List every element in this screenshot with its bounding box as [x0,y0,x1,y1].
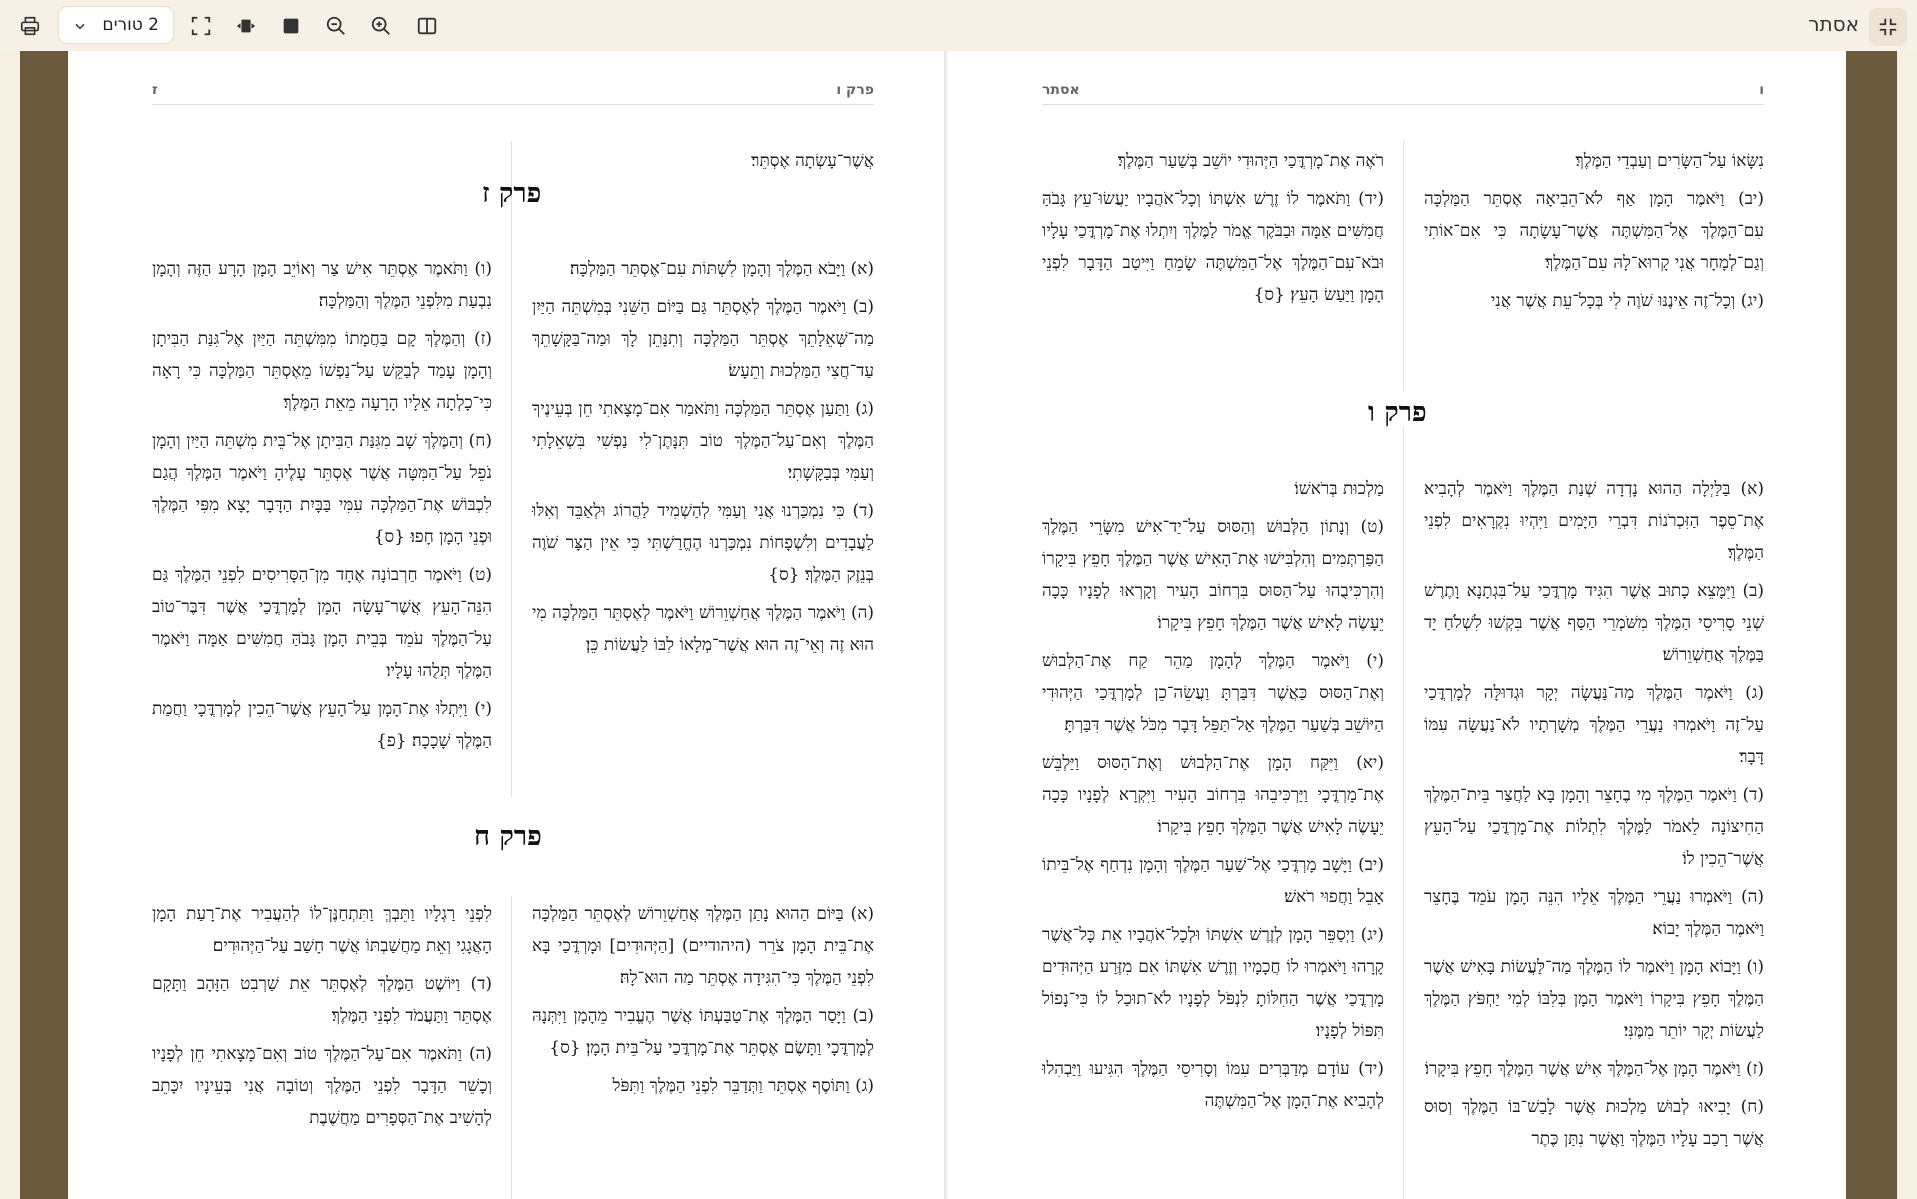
column-text [1424,145,1764,323]
page-number: ז [152,82,158,98]
verse: (יג) וַיְסַפֵּר הָמָן לְזֶרֶשׁ אִשְׁתּוֹ וּלְכָל־אֹהֲבָיו אֵת כָּל־אֲשֶׁר קָרָהוּ וַיֹּאמְרוּ לוֹ חֲכָמָיו וְזֶרֶשׁ אִשְׁתּוֹ אִם מִזֶּרַע הַיְּהוּדִים מָרְדֳּכַי אֲשֶׁר הַחִלּוֹתָ לִנְפֹּל לְפָנָיו לֹא־תוּכַל לוֹ כִּי־נָפוֹל תִּפּוֹל לְפָנָיו׃ [1042,925,1384,1041]
verse: (ט) וְנָתוֹן הַלְּבוּשׁ וְהַסּוּס עַל־יַד־אִישׁ מִשָּׂרֵי הַמֶּלֶךְ הַפַּרְתְּמִים וְהִלְבִּישׁוּ אֶת־הָאִישׁ אֲשֶׁר הַמֶּלֶךְ חָפֵץ בִּיקָרוֹ וְהִרְכִּיבֻהוּ עַל־הַסּוּס בִּרְחוֹב הָעִיר וְקָרְאוּ לְפָנָיו כָּכָה יֵעָשֶׂה לָאִישׁ אֲשֶׁר הַמֶּלֶךְ חָפֵץ בִּיקָרוֹ׃ [1042,517,1384,633]
zoom-out-icon[interactable] [321,11,351,41]
verse: (יא) וַיִּקַּח הָמָן אֶת־הַלְּבוּשׁ וְאֶת־הַסּוּס וַיַּלְבֵּשׁ אֶת־מָרְדֳּכָי וַיַּרְכִּיבֵהוּ בִּרְחוֹב הָעִיר וַיִּקְרָא לְפָנָיו כָּכָה יֵעָשֶׂה לָאִישׁ אֲשֶׁר הַמֶּלֶךְ חָפֵץ בִּיקָרוֹ׃ [1042,753,1384,837]
verse: (יד) עוֹדָם מְדַבְּרִים עִמּוֹ וְסָרִיסֵי הַמֶּלֶךְ הִגִּיעוּ וַיַּבְהִלוּ לְהָבִיא אֶת־הָמָן אֶל־הַמִּשְׁתֶּה [1042,1059,1384,1111]
exit-fullscreen-icon [1877,16,1899,38]
print-icon[interactable] [15,11,45,41]
verse: (ד) וַיּוֹשֶׁט הַמֶּלֶךְ לְאֶסְתֵּר אֵת שַׁרְבִט הַזָּהָב וַתָּקָם אֶסְתֵּר וַתַּעֲמֹד לִפְנֵי הַמֶּלֶךְ׃ [152,974,492,1026]
column-text [152,898,492,1140]
left-page-header [152,82,874,105]
verse: (י) וַיֹּאמֶר הַמֶּלֶךְ לְהָמָן מַהֵר קַח אֶת־הַלְּבוּשׁ וְאֶת־הַסּוּס כַּאֲשֶׁר דִּבַּרְתָּ וַעֲשֵׂה־כֵן לְמָרְדֳּכַי הַיְּהוּדִי הַיּוֹשֵׁב בְּשַׁעַר הַמֶּלֶךְ אַל־תַּפֵּל דָּבָר מִכֹּל אֲשֶׁר דִּבַּרְתָּ׃ [1042,651,1384,735]
verse: (ו) וַיָּבוֹא הָמָן וַיֹּאמֶר לוֹ הַמֶּלֶךְ מַה־לַּעֲשׂוֹת בָּאִישׁ אֲשֶׁר הַמֶּלֶךְ חָפֵץ בִּיקָרוֹ וַיֹּאמֶר הָמָן בְּלִבּוֹ לְמִי יַחְפֹּץ הַמֶּלֶךְ לַעֲשׂוֹת יְקָר יוֹתֵר מִמֶּנִּי׃ [1424,957,1764,1041]
chevron-down-icon [73,18,87,38]
fullscreen-icon[interactable] [186,11,216,41]
chapter-heading: פרק ו [1368,397,1427,428]
verse: (ט) וַיֹּאמֶר חַרְבוֹנָה אֶחָד מִן־הַסָּרִיסִים לִפְנֵי הַמֶּלֶךְ גַּם הִנֵּה־הָעֵץ אֲשֶׁר־עָשָׂה הָמָן לְמָרְדֳּכַי אֲשֶׁר דִּבֶּר־טוֹב עַל־הַמֶּלֶךְ עֹמֵד בְּבֵית הָמָן גָּבֹהַּ חֲמִשִּׁים אַמָּה וַיֹּאמֶר הַמֶּלֶךְ תְּלֻהוּ עָלָיו׃ [152,565,492,681]
chapter-heading: פרק ח [474,821,542,852]
verse: (ד) וַיֹּאמֶר הַמֶּלֶךְ מִי בֶחָצֵר וְהָמָן בָּא לַחֲצַר בֵּית־הַמֶּלֶךְ הַחִיצוֹנָה לֵאמֹר לַמֶּלֶךְ לִתְלוֹת אֶת־מָרְדֳּכַי עַל־הָעֵץ אֲשֶׁר־הֵכִין לוֹ׃ [1424,785,1764,869]
verse: מַלְכוּת בְּרֹאשׁוֹ׃ [1294,479,1384,499]
verse: (ו) וַתֹּאמֶר אֶסְתֵּר אִישׁ צַר וְאוֹיֵב הָמָן הָרָע הַזֶּה וְהָמָן נִבְעַת מִלִּפְנֵי הַמֶּלֶךְ וְהַמַּלְכָּה׃ [152,259,492,311]
right-page [948,51,1846,1199]
verse: (י) וַיִּתְלוּ אֶת־הָמָן עַל־הָעֵץ אֲשֶׁר־הֵכִין לְמָרְדֳּכָי וַחֲמַת הַמֶּלֶךְ שָׁכָכָה׃ {פ} [152,699,492,751]
verse: (ז) וַיֹּאמֶר הָמָן אֶל־הַמֶּלֶךְ אִישׁ אֲשֶׁר הַמֶּלֶךְ חָפֵץ בִּיקָרוֹ׃ [1424,1059,1764,1079]
column-text [1424,473,1764,1161]
chapter-heading: פרק ז [482,178,542,209]
running-book-title: אסתר [1042,82,1080,98]
column-text [1042,473,1384,1123]
verse: (ה) וַיֹּאמֶר הַמֶּלֶךְ אֲחַשְׁוֵרוֹשׁ וַיֹּאמֶר לְאֶסְתֵּר הַמַּלְכָּה מִי הוּא זֶה וְאֵי־זֶה הוּא אֲשֶׁר־מְלָאוֹ לִבּוֹ לַעֲשׂוֹת כֵּן׃ [532,603,874,655]
fit-width-icon[interactable] [231,11,261,41]
verse: (ג) וַתּוֹסֶף אֶסְתֵּר וַתְּדַבֵּר לִפְנֵי הַמֶּלֶךְ וַתִּפֹּל [612,1076,874,1096]
verse: (ב) וַיֹּאמֶר הַמֶּלֶךְ לְאֶסְתֵּר גַּם בַּיּוֹם הַשֵּׁנִי בְּמִשְׁתֵּה הַיַּיִן מַה־שְּׁאֵלָתֵךְ אֶסְתֵּר הַמַּלְכָּה וְתִנָּתֵן לָךְ וּמַה־בַּקָּשָׁתֵךְ עַד־חֲצִי הַמַּלְכוּת וְתֵעָשׂ׃ [532,297,874,381]
zoom-in-icon[interactable] [366,11,396,41]
column-text [1042,145,1384,317]
verse: (ד) כִּי נִמְכַּרְנוּ אֲנִי וְעַמִּי לְהַשְׁמִיד לַהֲרוֹג וּלְאַבֵּד וְאִלּוּ לַעֲבָדִים וְלִשְׁפָחוֹת נִמְכַּרְנוּ הֶחֱרַשְׁתִּי כִּי אֵין הַצָּר שֹׁוֶה בְּנֵזֶק הַמֶּלֶךְ׃ {ס} [532,501,874,585]
columns-dropdown[interactable] [59,7,173,43]
split-view-icon[interactable] [412,11,442,41]
columns-dropdown-label: 2 טורים [102,15,159,35]
column-divider [1403,426,1404,1199]
verse: (א) בַּלַּיְלָה הַהוּא נָדְדָה שְׁנַת הַמֶּלֶךְ וַיֹּאמֶר לְהָבִיא אֶת־סֵפֶר הַזִּכְרֹנוֹת דִּבְרֵי הַיָּמִים וַיִּהְיוּ נִקְרָאִים לִפְנֵי הַמֶּלֶךְ׃ [1424,479,1764,563]
column-text [152,253,492,763]
verse: (ה) וַתֹּאמֶר אִם־עַל־הַמֶּלֶךְ טוֹב וְאִם־מָצָאתִי חֵן לְפָנָיו וְכָשֵׁר הַדָּבָר לִפְנֵי הַמֶּלֶךְ וְטוֹבָה אֲנִי בְּעֵינָיו יִכָּתֵב לְהָשִׁיב אֶת־הַסְּפָרִים מַחֲשֶׁבֶת [152,1044,492,1128]
left-page [68,51,948,1199]
column-divider [511,141,512,797]
column-divider [1403,141,1404,391]
verse: נִשָּׂאוֹ עַל־הַשָּׂרִים וְעַבְדֵי הַמֶּלֶךְ׃ [1575,151,1764,171]
verse: (א) וַיָּבֹא הַמֶּלֶךְ וְהָמָן לִשְׁתּוֹת עִם־אֶסְתֵּר הַמַּלְכָּה׃ [569,259,874,279]
page-number: ו [1759,82,1764,98]
toolbar [0,0,1917,51]
verse: (יב) וַיֹּאמֶר הָמָן אַף לֹא־הֵבִיאָה אֶסְתֵּר הַמַּלְכָּה עִם־הַמֶּלֶךְ אֶל־הַמִּשְׁתֶּה אֲשֶׁר־עָשָׂתָה כִּי אִם־אוֹתִי וְגַם־לְמָחָר אֲנִי קָרוּא־לָהּ עִם־הַמֶּלֶךְ׃ [1424,189,1764,273]
verse: (ב) וַיָּסַר הַמֶּלֶךְ אֶת־טַבַּעְתּוֹ אֲשֶׁר הֶעֱבִיר מֵהָמָן וַיִּתְּנָהּ לְמָרְדֳּכָי וַתָּשֶׂם אֶסְתֵּר אֶת־מָרְדֳּכַי עַל־בֵּית הָמָן׃ {ס} [532,1006,874,1058]
verse: (יג) וְכָל־זֶה אֵינֶנּוּ שֹׁוֶה לִי בְּכָל־עֵת אֲשֶׁר אֲנִי [1490,291,1764,311]
verse: (ג) וַתַּעַן אֶסְתֵּר הַמַּלְכָּה וַתֹּאמַר אִם־מָצָאתִי חֵן בְּעֵינֶיךָ הַמֶּלֶךְ וְאִם־עַל־הַמֶּלֶךְ טוֹב תִּנָּתֶן־לִי נַפְשִׁי בִּשְׁאֵלָתִי וְעַמִּי בְּבַקָּשָׁתִי׃ [532,399,874,483]
column-text [532,898,874,1108]
verse: (ג) וַיֹּאמֶר הַמֶּלֶךְ מַה־נַּעֲשָׂה יְקָר וּגְדוּלָּה לְמָרְדֳּכַי עַל־זֶה וַיֹּאמְרוּ נַעֲרֵי הַמֶּלֶךְ מְשָׁרְתָיו לֹא־נַעֲשָׂה עִמּוֹ דָּבָר׃ [1424,683,1764,767]
book-title: אסתר [1808,12,1859,36]
verse: (יב) וַיָּשָׁב מָרְדֳּכַי אֶל־שַׁעַר הַמֶּלֶךְ וְהָמָן נִדְחַף אֶל־בֵּיתוֹ אָבֵל וַחֲפוּי רֹאשׁ׃ [1042,855,1384,907]
verse: לִפְנֵי רַגְלָיו וַתֵּבְךְּ וַתִּתְחַנֶּן־לוֹ לְהַעֲבִיר אֶת־רָעַת הָמָן הָאֲגָגִי וְאֵת מַחֲשַׁבְתּוֹ אֲשֶׁר חָשַׁב עַל־הַיְּהוּדִים׃ [152,904,492,956]
exit-fullscreen-button[interactable] [1869,8,1907,46]
verse: (יד) וַתֹּאמֶר לוֹ זֶרֶשׁ אִשְׁתּוֹ וְכָל־אֹהֲבָיו יַעֲשׂוּ־עֵץ גָּבֹהַּ חֲמִשִּׁים אַמָּה וּבַבֹּקֶר אֱמֹר לַמֶּלֶךְ וְיִתְלוּ אֶת־מָרְדֳּכַי עָלָיו וּבֹא־עִם־הַמֶּלֶךְ אֶל־הַמִּשְׁתֶּה שָׂמֵחַ וַיִּיטַב הַדָּבָר לִפְנֵי הָמָן וַיַּעַשׂ הָעֵץ׃ {ס} [1042,189,1384,305]
verse: (ה) וַיֹּאמְרוּ נַעֲרֵי הַמֶּלֶךְ אֵלָיו הִנֵּה הָמָן עֹמֵד בֶּחָצֵר וַיֹּאמֶר הַמֶּלֶךְ יָבוֹא׃ [1424,887,1764,939]
running-chapter: פרק ו [836,82,874,98]
verse: (ז) וְהַמֶּלֶךְ קָם בַּחֲמָתוֹ מִמִּשְׁתֵּה הַיַּיִן אֶל־גִּנַּת הַבִּיתָן וְהָמָן עָמַד לְבַקֵּשׁ עַל־נַפְשׁוֹ מֵאֶסְתֵּר הַמַּלְכָּה כִּי רָאָה כִּי־כָלְתָה אֵלָיו הָרָעָה מֵאֵת הַמֶּלֶךְ׃ [152,329,492,413]
column-divider [511,896,512,1199]
fit-page-icon[interactable] [276,11,306,41]
verse: (ב) וַיִּמָּצֵא כָתוּב אֲשֶׁר הִגִּיד מָרְדֳּכַי עַל־בִּגְתָנָא וָתֶרֶשׁ שְׁנֵי סָרִיסֵי הַמֶּלֶךְ מִשֹּׁמְרֵי הַסַּף אֲשֶׁר בִּקְשׁוּ לִשְׁלֹחַ יָד בַּמֶּלֶךְ אֲחַשְׁוֵרוֹשׁ׃ [1424,581,1764,665]
column-text [532,145,874,183]
verse: רֹאֶה אֶת־מָרְדֳּכַי הַיְּהוּדִי יוֹשֵׁב בְּשַׁעַר הַמֶּלֶךְ׃ [1117,151,1384,171]
verse: (א) בַּיּוֹם הַהוּא נָתַן הַמֶּלֶךְ אֲחַשְׁוֵרוֹשׁ לְאֶסְתֵּר הַמַּלְכָּה אֶת־בֵּית הָמָן צֹרֵר (היהודיים) [הַיְּהוּדִים] וּמָרְדֳּכַי בָּא לִפְנֵי הַמֶּלֶךְ כִּי־הִגִּידָה אֶסְתֵּר מַה הוּא־לָהּ׃ [532,904,874,988]
column-text [532,253,874,667]
verse: אֲשֶׁר־עָשְׂתָה אֶסְתֵּר׃ [751,151,874,171]
right-page-header [1042,82,1764,105]
verse: (ח) יָבִיאוּ לְבוּשׁ מַלְכוּת אֲשֶׁר לָבַשׁ־בּוֹ הַמֶּלֶךְ וְסוּס אֲשֶׁר רָכַב עָלָיו הַמֶּלֶךְ וַאֲשֶׁר נִתַּן כֶּתֶר [1424,1097,1764,1149]
verse: (ח) וְהַמֶּלֶךְ שָׁב מִגִּנַּת הַבִּיתָן אֶל־בֵּית מִשְׁתֵּה הַיַּיִן וְהָמָן נֹפֵל עַל־הַמִּטָּה אֲשֶׁר אֶסְתֵּר עָלֶיהָ וַיֹּאמֶר הַמֶּלֶךְ הֲגַם לִכְבּוֹשׁ אֶת־הַמַּלְכָּה עִמִּי בַּבָּיִת הַדָּבָר יָצָא מִפִּי הַמֶּלֶךְ וּפְנֵי הָמָן חָפוּ׃ {ס} [152,431,492,547]
